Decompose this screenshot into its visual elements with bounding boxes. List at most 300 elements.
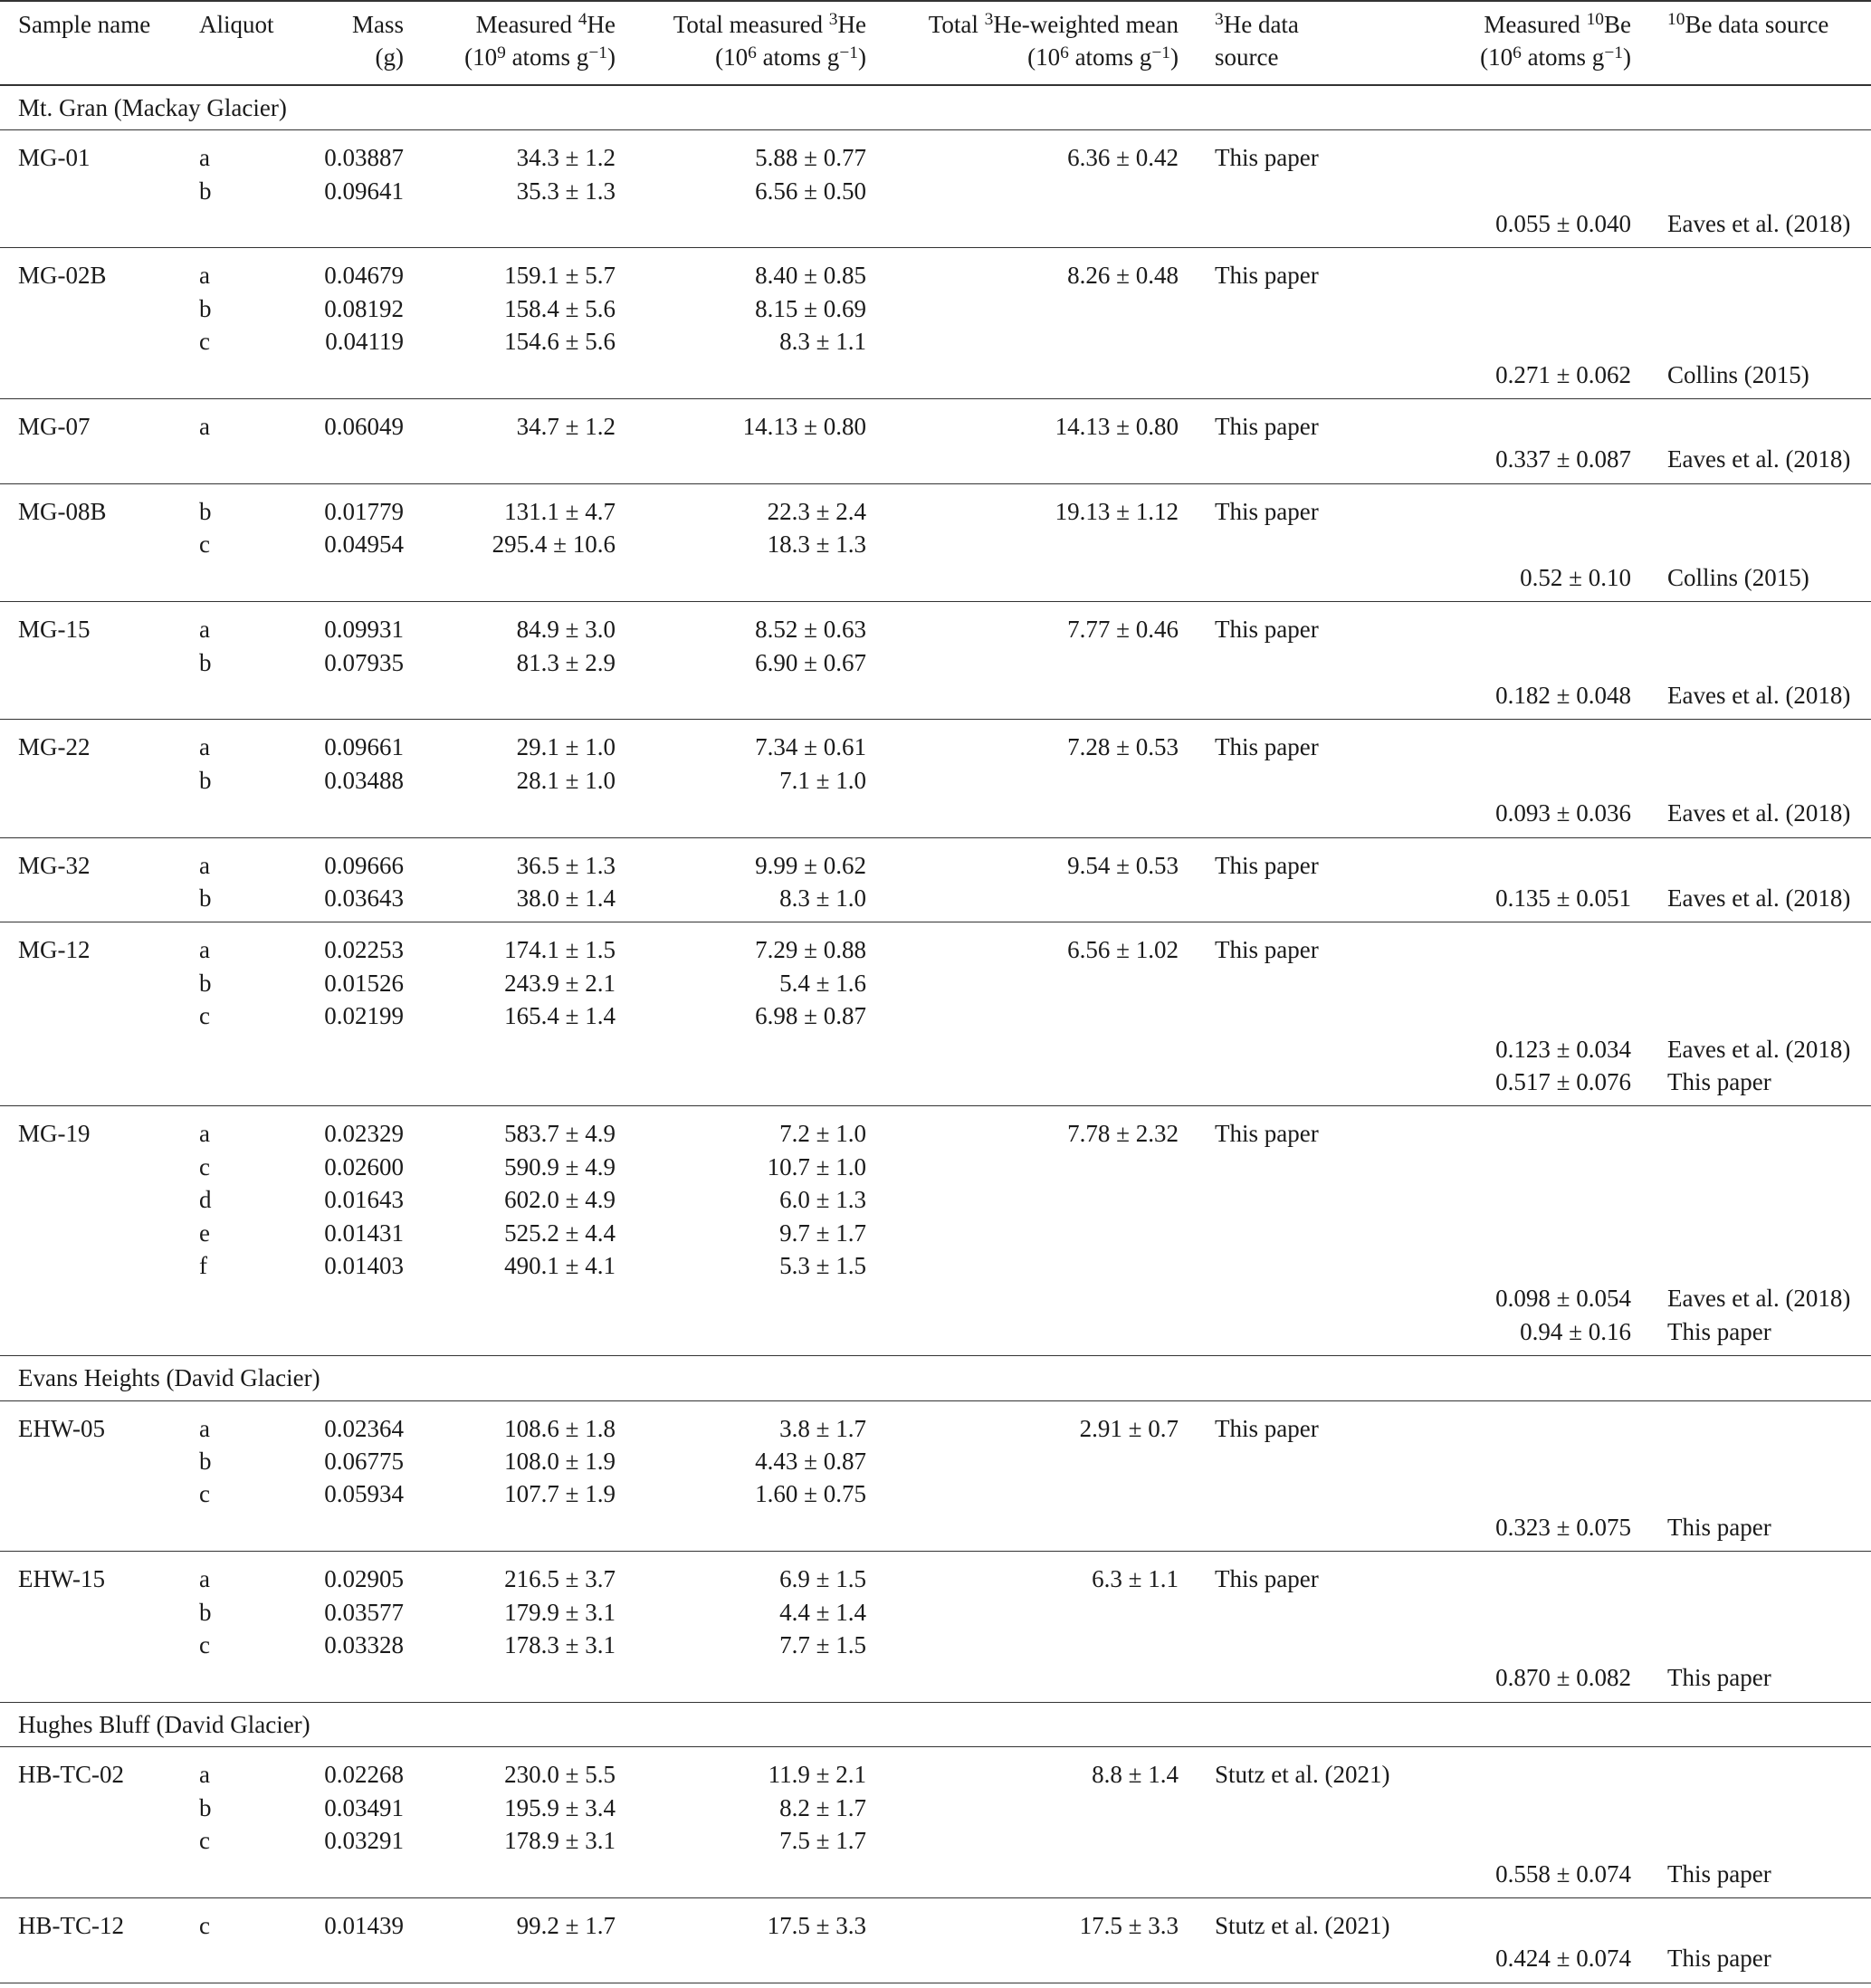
aliquot-cell: c xyxy=(199,1827,210,1855)
he3-cell xyxy=(616,1661,866,1702)
mass-cell: 0.02329 xyxy=(324,1120,404,1148)
aliquot-cell xyxy=(181,358,282,399)
he4-cell xyxy=(404,443,616,483)
be10-source-cell xyxy=(1631,922,1871,967)
be10-cell xyxy=(1418,130,1631,175)
mass-cell: 0.01403 xyxy=(324,1252,404,1279)
he3-source-cell xyxy=(1179,797,1418,837)
he4-cell: 29.1 ± 1.0 xyxy=(516,733,616,761)
be10-source-cell xyxy=(1631,1217,1871,1249)
he3-source-cell: This paper xyxy=(1215,733,1319,761)
header-measured-he4: Measured $^4$He ($10^9$ atoms $g^{-1}$) xyxy=(404,1,616,85)
be10-source-cell xyxy=(1631,1629,1871,1661)
be10-cell xyxy=(1418,528,1631,560)
be10-source-cell: Eaves et al. (2018) xyxy=(1667,1285,1851,1313)
he3-mean-cell: 6.56 ± 1.02 xyxy=(1067,936,1179,964)
he3-source-cell xyxy=(1179,443,1418,483)
be10-cell: 0.135 ± 0.051 xyxy=(1418,882,1631,922)
be10-source-cell: This paper xyxy=(1631,1511,1871,1552)
be10-source-cell xyxy=(1631,1106,1871,1151)
sample-name-cell xyxy=(0,1824,181,1857)
mass-cell: 0.02600 xyxy=(324,1152,404,1180)
he3-mean-cell: 7.78 ± 2.32 xyxy=(1067,1120,1179,1148)
be10-source-cell xyxy=(1631,483,1871,528)
sample-name-cell xyxy=(0,325,181,358)
aliquot-cell: b xyxy=(199,177,212,205)
table-row xyxy=(0,248,1871,292)
mass-cell: 0.01431 xyxy=(324,1219,404,1247)
he3-mean-cell xyxy=(866,1792,1179,1824)
aliquot-cell xyxy=(181,1033,282,1066)
be10-cell: 0.055 ± 0.040 xyxy=(1418,207,1631,248)
sample-name-cell xyxy=(0,1033,181,1066)
sample-name-cell xyxy=(0,1942,181,1983)
table-row xyxy=(0,292,1871,325)
he3-source-cell xyxy=(1179,1858,1418,1898)
he3-mean-cell xyxy=(866,1066,1179,1106)
aliquot-cell: a xyxy=(199,851,210,879)
he3-cell: 9.99 ± 0.62 xyxy=(755,851,866,879)
he3-mean-cell xyxy=(866,679,1179,720)
he3-source-cell xyxy=(1179,1066,1418,1106)
table-row xyxy=(0,882,1871,922)
be10-source-cell xyxy=(1631,602,1871,646)
site-heading: Hughes Bluff (David Glacier) xyxy=(0,1702,1871,1746)
sample-name-cell xyxy=(0,1661,181,1702)
he3-cell xyxy=(616,358,866,399)
be10-cell: 0.94 ± 0.16 xyxy=(1418,1315,1631,1356)
he3-source-cell: This paper xyxy=(1215,1565,1319,1593)
aliquot-cell: b xyxy=(199,766,212,794)
he3-cell xyxy=(616,1066,866,1106)
table-row xyxy=(0,1249,1871,1282)
aliquot-cell: c xyxy=(199,1911,210,1939)
sample-name-cell xyxy=(0,1151,181,1183)
table-row xyxy=(0,130,1871,175)
be10-cell xyxy=(1418,967,1631,999)
header-mass: Mass (g) xyxy=(282,1,404,85)
be10-cell: 0.870 ± 0.082 xyxy=(1418,1661,1631,1702)
be10-source-cell xyxy=(1631,1596,1871,1629)
he3-cell: 6.56 ± 0.50 xyxy=(755,177,866,205)
mass-cell: 0.09666 xyxy=(324,851,404,879)
mass-cell: 0.08192 xyxy=(324,294,404,322)
he3-cell xyxy=(616,1858,866,1898)
aliquot-cell: a xyxy=(199,144,210,172)
be10-cell xyxy=(1418,999,1631,1032)
he3-mean-cell xyxy=(866,646,1179,679)
table-row xyxy=(0,483,1871,528)
he3-source-cell xyxy=(1179,1315,1418,1356)
he4-cell: 81.3 ± 2.9 xyxy=(516,648,616,676)
mass-cell: 0.03643 xyxy=(282,882,404,922)
be10-cell xyxy=(1418,1477,1631,1510)
he3-cell: 4.43 ± 0.87 xyxy=(755,1448,866,1476)
he3-mean-cell: 6.3 ± 1.1 xyxy=(1092,1565,1179,1593)
he4-cell: 583.7 ± 4.9 xyxy=(504,1120,616,1148)
he4-cell xyxy=(404,1282,616,1314)
table-row xyxy=(0,399,1871,444)
mass-cell: 0.09931 xyxy=(324,616,404,644)
aliquot-cell xyxy=(181,679,282,720)
he3-cell xyxy=(616,1033,866,1066)
mass-cell xyxy=(282,797,404,837)
aliquot-cell: a xyxy=(199,616,210,644)
mass-cell: 0.02364 xyxy=(324,1414,404,1442)
he3-source-cell xyxy=(1179,679,1418,720)
mass-cell: 0.02199 xyxy=(324,1002,404,1030)
he4-cell: 108.0 ± 1.9 xyxy=(504,1448,616,1476)
he3-source-cell xyxy=(1179,1183,1418,1216)
he4-cell: 525.2 ± 4.4 xyxy=(504,1219,616,1247)
he3-cell: 7.1 ± 1.0 xyxy=(779,766,866,794)
he3-source-cell xyxy=(1179,1217,1418,1249)
be10-cell xyxy=(1418,1596,1631,1629)
he4-cell xyxy=(404,1066,616,1106)
he3-mean-cell: 7.77 ± 0.46 xyxy=(1067,616,1179,644)
he3-source-cell xyxy=(1179,207,1418,248)
mass-cell: 0.02905 xyxy=(324,1565,404,1593)
he3-mean-cell xyxy=(866,528,1179,560)
sample-name-cell xyxy=(0,528,181,560)
he3-cell: 6.98 ± 0.87 xyxy=(755,1002,866,1030)
aliquot-cell: c xyxy=(199,530,210,559)
table-row xyxy=(0,720,1871,764)
he4-cell: 34.3 ± 1.2 xyxy=(516,144,616,172)
aliquot-cell xyxy=(181,1315,282,1356)
he3-cell: 8.40 ± 0.85 xyxy=(755,262,866,290)
header-be10-source: $^{10}$Be data source xyxy=(1631,1,1871,85)
sample-name-cell: EHW-15 xyxy=(18,1565,105,1593)
he4-cell xyxy=(404,1511,616,1552)
he3-mean-cell xyxy=(866,1629,1179,1661)
aliquot-cell xyxy=(181,1066,282,1106)
be10-cell xyxy=(1418,1792,1631,1824)
mass-cell xyxy=(282,1066,404,1106)
he3-mean-cell: 17.5 ± 3.3 xyxy=(1079,1911,1179,1939)
mass-cell xyxy=(282,1033,404,1066)
he3-cell xyxy=(616,1315,866,1356)
be10-source-cell xyxy=(1631,967,1871,999)
be10-cell: 0.098 ± 0.054 xyxy=(1495,1285,1631,1313)
aliquot-cell xyxy=(181,561,282,602)
he3-mean-cell xyxy=(866,1217,1179,1249)
he3-mean-cell xyxy=(866,1942,1179,1983)
aliquot-cell: c xyxy=(199,1631,210,1659)
table-row xyxy=(0,1282,1871,1314)
sample-name-cell: MG-02B xyxy=(18,262,107,290)
sample-name-cell xyxy=(0,1792,181,1824)
sample-name-cell xyxy=(0,1629,181,1661)
mass-cell xyxy=(282,1511,404,1552)
aliquot-cell: c xyxy=(199,328,210,356)
he4-cell xyxy=(404,1661,616,1702)
site-heading-row xyxy=(0,1356,1871,1400)
he3-source-cell: This paper xyxy=(1215,936,1319,964)
header-he3-weighted-mean: Total $^3$He-weighted mean ($10^6$ atoms $g^{-1}$) xyxy=(866,1,1179,85)
table-row xyxy=(0,175,1871,207)
mass-cell xyxy=(282,443,404,483)
table-row xyxy=(0,1151,1871,1183)
aliquot-cell: a xyxy=(199,733,210,761)
sample-name-cell: MG-12 xyxy=(18,936,91,964)
he3-cell: 5.88 ± 0.77 xyxy=(755,144,866,172)
be10-source-cell: Eaves et al. (2018) xyxy=(1631,207,1871,248)
table-row xyxy=(0,325,1871,358)
he3-mean-cell xyxy=(866,1151,1179,1183)
be10-source-cell xyxy=(1631,1151,1871,1183)
he3-cell: 8.52 ± 0.63 xyxy=(755,616,866,644)
he4-cell: 216.5 ± 3.7 xyxy=(504,1565,616,1593)
he3-source-cell xyxy=(1179,292,1418,325)
site-heading: Evans Heights (David Glacier) xyxy=(0,1356,1871,1400)
he3-source-cell xyxy=(1179,175,1418,207)
table-row xyxy=(0,967,1871,999)
be10-cell xyxy=(1418,1445,1631,1477)
he4-cell: 28.1 ± 1.0 xyxy=(516,766,616,794)
table-row xyxy=(0,1033,1871,1066)
table-row xyxy=(0,646,1871,679)
he3-source-cell xyxy=(1179,1151,1418,1183)
mass-cell xyxy=(282,207,404,248)
he3-source-cell xyxy=(1179,1282,1418,1314)
aliquot-cell: c xyxy=(199,1480,210,1508)
aliquot-cell: b xyxy=(181,882,282,922)
aliquot-cell: a xyxy=(199,1761,210,1789)
he4-cell: 108.6 ± 1.8 xyxy=(504,1414,616,1442)
he3-mean-cell xyxy=(866,1183,1179,1216)
he4-cell: 243.9 ± 2.1 xyxy=(504,969,616,997)
be10-source-cell: Eaves et al. (2018) xyxy=(1667,1035,1851,1063)
be10-source-cell xyxy=(1631,1400,1871,1445)
table-row xyxy=(0,1106,1871,1151)
mass-cell: 0.01439 xyxy=(324,1911,404,1939)
he3-cell: 8.3 ± 1.0 xyxy=(616,882,866,922)
he3-cell xyxy=(616,1942,866,1983)
be10-cell xyxy=(1418,922,1631,967)
sample-name-cell xyxy=(0,646,181,679)
table-row xyxy=(0,561,1871,602)
aliquot-cell: a xyxy=(199,262,210,290)
table-body xyxy=(0,85,1871,1983)
mass-cell: 0.01526 xyxy=(324,969,404,997)
sample-name-cell: MG-15 xyxy=(18,616,91,644)
sample-name-cell xyxy=(0,764,181,797)
he3-mean-cell: 2.91 ± 0.7 xyxy=(1079,1414,1179,1442)
aliquot-cell: c xyxy=(199,1152,210,1180)
he3-cell: 4.4 ± 1.4 xyxy=(779,1598,866,1626)
he3-mean-cell xyxy=(866,292,1179,325)
be10-cell xyxy=(1418,1106,1631,1151)
he4-cell: 195.9 ± 3.4 xyxy=(504,1793,616,1821)
mass-cell: 0.04119 xyxy=(325,328,404,356)
table-row xyxy=(0,764,1871,797)
be10-cell xyxy=(1418,248,1631,292)
he3-cell: 7.5 ± 1.7 xyxy=(779,1827,866,1855)
be10-cell xyxy=(1418,1897,1631,1942)
aliquot-cell: b xyxy=(199,1448,212,1476)
he4-cell: 154.6 ± 5.6 xyxy=(504,328,616,356)
he3-mean-cell xyxy=(866,1824,1179,1857)
table-row xyxy=(0,679,1871,720)
be10-source-cell xyxy=(1631,248,1871,292)
he4-cell xyxy=(404,679,616,720)
he3-cell xyxy=(616,561,866,602)
be10-source-cell: Eaves et al. (2018) xyxy=(1631,882,1871,922)
he3-source-cell: This paper xyxy=(1215,851,1319,879)
be10-source-cell: This paper xyxy=(1631,1315,1871,1356)
be10-source-cell xyxy=(1631,720,1871,764)
he3-mean-cell xyxy=(866,764,1179,797)
sample-name-cell xyxy=(0,1445,181,1477)
he3-cell: 17.5 ± 3.3 xyxy=(767,1911,866,1939)
he3-cell: 11.9 ± 2.1 xyxy=(768,1761,866,1789)
be10-cell xyxy=(1418,720,1631,764)
he4-cell: 36.5 ± 1.3 xyxy=(516,851,616,879)
he4-cell: 131.1 ± 4.7 xyxy=(504,497,616,525)
be10-cell: 0.123 ± 0.034 xyxy=(1495,1035,1631,1063)
table-row xyxy=(0,207,1871,248)
mass-cell xyxy=(282,1858,404,1898)
table-row xyxy=(0,443,1871,483)
table-row xyxy=(0,1661,1871,1702)
he3-mean-cell: 7.28 ± 0.53 xyxy=(1067,733,1179,761)
be10-cell xyxy=(1418,1824,1631,1857)
he3-cell: 7.2 ± 1.0 xyxy=(779,1120,866,1148)
mass-cell: 0.01779 xyxy=(324,497,404,525)
mass-cell: 0.02253 xyxy=(324,936,404,964)
be10-source-cell xyxy=(1631,764,1871,797)
he3-source-cell xyxy=(1179,325,1418,358)
he3-mean-cell xyxy=(866,207,1179,248)
table-row xyxy=(0,922,1871,967)
mass-cell: 0.02268 xyxy=(324,1761,404,1789)
he3-mean-cell: 8.26 ± 0.48 xyxy=(1067,262,1179,290)
mass-cell: 0.03291 xyxy=(324,1827,404,1855)
mass-cell: 0.09641 xyxy=(324,177,404,205)
be10-source-cell xyxy=(1631,1249,1871,1282)
aliquot-cell: a xyxy=(199,936,210,964)
he4-cell xyxy=(404,1942,616,1983)
aliquot-cell: b xyxy=(199,294,212,322)
sample-name-cell xyxy=(0,1858,181,1898)
he3-source-cell xyxy=(1179,882,1418,922)
he4-cell: 230.0 ± 5.5 xyxy=(504,1761,616,1789)
he3-cell: 5.3 ± 1.5 xyxy=(779,1252,866,1279)
aliquot-cell xyxy=(181,1511,282,1552)
be10-source-cell: This paper xyxy=(1631,1066,1871,1106)
table-row xyxy=(0,1596,1871,1629)
he3-source-cell: Stutz et al. (2021) xyxy=(1215,1911,1390,1939)
table-row xyxy=(0,1511,1871,1552)
aliquot-cell: b xyxy=(199,497,212,525)
he3-source-cell: This paper xyxy=(1215,497,1319,525)
he3-cell: 6.0 ± 1.3 xyxy=(779,1186,866,1214)
he3-mean-cell xyxy=(866,175,1179,207)
aliquot-cell: a xyxy=(199,1120,210,1148)
he3-mean-cell xyxy=(866,1858,1179,1898)
he4-cell xyxy=(404,1858,616,1898)
sample-name-cell xyxy=(0,207,181,248)
be10-source-cell xyxy=(1631,646,1871,679)
he3-mean-cell xyxy=(866,999,1179,1032)
he3-source-cell xyxy=(1179,1249,1418,1282)
mass-cell: 0.04679 xyxy=(324,262,404,290)
table-row xyxy=(0,1629,1871,1661)
mass-cell: 0.03577 xyxy=(324,1598,404,1626)
be10-source-cell xyxy=(1631,1897,1871,1942)
he4-cell: 159.1 ± 5.7 xyxy=(504,262,616,290)
he3-mean-cell xyxy=(866,1477,1179,1510)
he3-mean-cell xyxy=(866,1511,1179,1552)
he4-cell: 178.3 ± 3.1 xyxy=(504,1631,616,1659)
aliquot-cell xyxy=(181,1282,282,1314)
table-row xyxy=(0,1747,1871,1792)
aliquot-cell: a xyxy=(199,1565,210,1593)
he3-mean-cell: 19.13 ± 1.12 xyxy=(1055,497,1179,525)
table-row xyxy=(0,1066,1871,1106)
table-row xyxy=(0,1315,1871,1356)
be10-cell: 0.323 ± 0.075 xyxy=(1418,1511,1631,1552)
be10-source-cell xyxy=(1631,1552,1871,1596)
be10-cell xyxy=(1418,292,1631,325)
aliquot-cell: d xyxy=(199,1186,212,1214)
he3-source-cell xyxy=(1179,528,1418,560)
be10-cell xyxy=(1418,1249,1631,1282)
be10-source-cell xyxy=(1631,1477,1871,1510)
he3-source-cell xyxy=(1179,1477,1418,1510)
mass-cell: 0.04954 xyxy=(324,530,404,559)
sample-name-cell: MG-08B xyxy=(18,497,107,525)
he3-cell xyxy=(616,207,866,248)
mass-cell: 0.03488 xyxy=(324,766,404,794)
he3-source-cell: This paper xyxy=(1215,262,1319,290)
mass-cell xyxy=(282,679,404,720)
he3-cell: 6.9 ± 1.5 xyxy=(779,1565,866,1593)
table-row xyxy=(0,1792,1871,1824)
be10-source-cell: Eaves et al. (2018) xyxy=(1631,443,1871,483)
he4-cell: 174.1 ± 1.5 xyxy=(504,936,616,964)
he3-source-cell xyxy=(1179,1445,1418,1477)
he3-cell xyxy=(616,1282,866,1314)
he3-mean-cell xyxy=(866,358,1179,399)
sample-name-cell xyxy=(0,1315,181,1356)
table-row xyxy=(0,1897,1871,1942)
aliquot-cell: e xyxy=(199,1219,210,1247)
be10-source-cell xyxy=(1631,528,1871,560)
he3-cell: 7.29 ± 0.88 xyxy=(755,936,866,964)
mass-cell: 0.09661 xyxy=(324,733,404,761)
mass-cell xyxy=(282,561,404,602)
header-sample-name: Sample name xyxy=(0,1,181,85)
he3-cell: 18.3 ± 1.3 xyxy=(767,530,866,559)
sample-name-cell xyxy=(0,1477,181,1510)
he3-mean-cell xyxy=(866,1596,1179,1629)
table-row xyxy=(0,797,1871,837)
be10-cell xyxy=(1418,1217,1631,1249)
be10-cell: 0.52 ± 0.10 xyxy=(1418,561,1631,602)
be10-source-cell xyxy=(1631,130,1871,175)
mass-cell: 0.03491 xyxy=(324,1793,404,1821)
be10-source-cell xyxy=(1631,1792,1871,1824)
table-row xyxy=(0,1183,1871,1216)
aliquot-cell: a xyxy=(199,413,210,441)
table-row xyxy=(0,1552,1871,1596)
he4-cell: 35.3 ± 1.3 xyxy=(516,177,616,205)
header-measured-be10: Measured $^{10}$Be ($10^6$ atoms $g^{-1}$) xyxy=(1418,1,1631,85)
aliquot-cell xyxy=(181,1858,282,1898)
be10-source-cell xyxy=(1631,1445,1871,1477)
